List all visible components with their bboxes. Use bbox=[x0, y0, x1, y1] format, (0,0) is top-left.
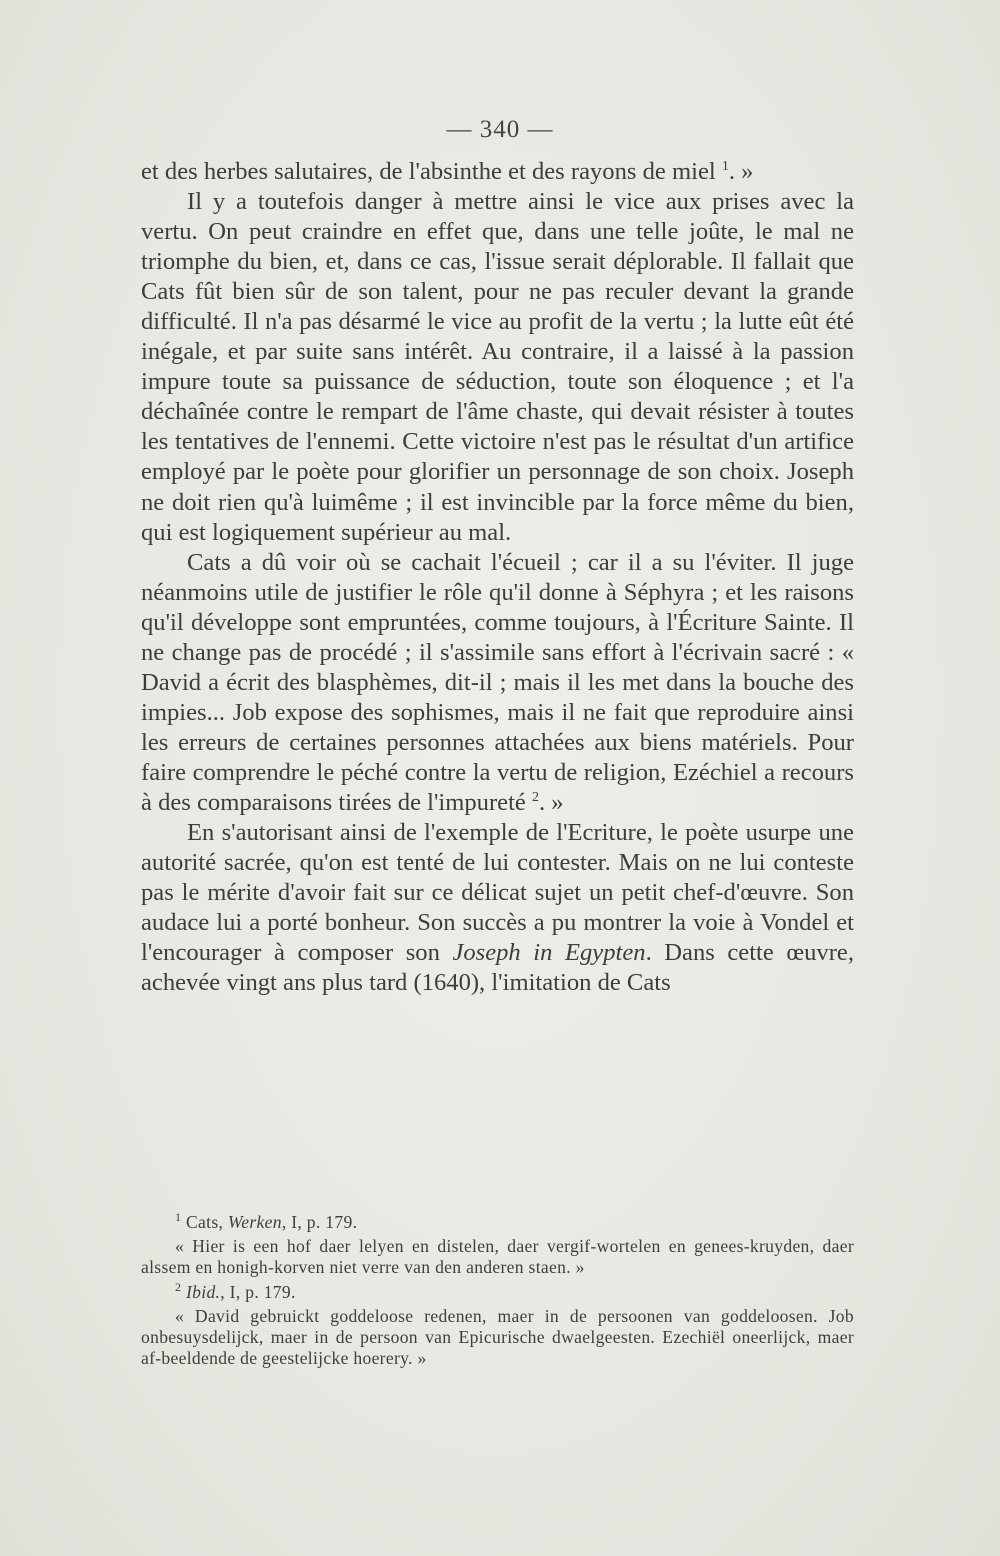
footnote-2-number: 2 bbox=[175, 1279, 182, 1294]
footnote-2-quote: « David gebruickt goddeloose redenen, maer in de persoonen van goddeloosen. Job onbesuysdelijck, maer in de persoon van Epicurische dwaelgeesten. Ezechiël oneerlijck, maer af-beeldende de geestelijcke hoerery. » bbox=[141, 1305, 854, 1369]
footnote-2-ibid: Ibid. bbox=[186, 1281, 221, 1302]
main-text bbox=[141, 157, 854, 998]
footnote-1-ref: , I, p. 179. bbox=[281, 1212, 358, 1232]
paragraph-3 bbox=[141, 548, 854, 818]
paragraph-1-text: et des herbes salutaires, de l'absinthe et des rayons de miel bbox=[141, 158, 716, 185]
paragraph-4 bbox=[141, 818, 854, 998]
footnote-1-author: Cats, bbox=[186, 1212, 224, 1232]
work-title: Joseph in Egypten bbox=[452, 939, 646, 967]
paragraph-3-text: Cats a dû voir où se cachait l'écueil ; car il a su l'éviter. Il juge néanmoins utile de justifier le rôle qu'il donne à Séphyra ; et les raisons qu'il développe sont empruntées, comme toujours, à l'Écriture Sainte. Il ne change pas de procédé ; il s'assimile sans effort à l'écrivain sacré : « David a écrit des blasphèmes, dit-il ; mais il les met dans la bouche des impies... Job expose des sophismes, mais il ne fait que reproduire ainsi les erreurs de certaines personnes attachées aux biens matériels. Pour faire comprendre le péché contre la vertu de religion, Ezéchiel a recours à des comparaisons tirées de l'impureté bbox=[141, 548, 854, 816]
footnote-2-ref: , I, p. 179. bbox=[220, 1281, 296, 1302]
footnote-ref-1: 1 bbox=[721, 158, 729, 174]
footnote-1 bbox=[141, 1212, 854, 1233]
paragraph-2: Il y a toutefois danger à mettre ainsi le vice aux prises avec la vertu. On peut craindre en effet que, dans une telle joûte, le mal ne triomphe du bien, et, dans ce cas, l'issue serait déplorable. Il fallait que Cats fût bien sûr de son talent, pour ne pas reculer devant la grande difficulté. Il n'a pas désarmé le vice au profit de la vertu ; la lutte eût été inégale, et par suite sans intérêt. Au contraire, il a laissé à la passion impure toute sa puissance de séduction, toute son éloquence ; et l'a déchaînée contre le rempart de l'âme chaste, qui devait résister à toutes les tentatives de l'ennemi. Cette victoire n'est pas le résultat d'un artifice employé par le poète pour glorifier un personnage de son choix. Joseph ne doit rien qu'à luimême ; il est invincible par la force même du bien, qui est logiquement supérieur au mal. bbox=[141, 188, 854, 546]
paragraph-1 bbox=[141, 157, 854, 187]
footnotes bbox=[141, 1212, 854, 1372]
paragraph-1-end: . » bbox=[728, 158, 754, 185]
footnote-2 bbox=[141, 1279, 854, 1303]
footnote-ref-2: 2 bbox=[531, 789, 539, 805]
footnote-1-quote: « Hier is een hof daer lelyen en distelen, daer vergif-wortelen en genees-kruyden, daer alssem en honigh-korven niet verre van den anderen staen. » bbox=[141, 1236, 854, 1278]
paragraph-4-text-before: En s'autorisant ainsi de l'exemple de l'Ecriture, le poète usurpe une autorité sacrée, qu'on est tenté de lui contester. Mais on ne lui conteste pas le mérite d'avoir fait sur ce délicat sujet un petit chef-d'œuvre. Son audace lui a porté bonheur. Son succès a pu montrer la voie à Vondel et l'encourager à composer son bbox=[141, 819, 854, 967]
footnote-1-number: 1 bbox=[175, 1210, 182, 1225]
footnote-1-work: Werken bbox=[227, 1212, 282, 1232]
paragraph-3-end: . » bbox=[538, 788, 564, 816]
paragraph-4-text-after: . Dans cette œuvre, achevée vingt ans plus tard (1640), l'imitation de Cats bbox=[141, 939, 854, 997]
page-number: — 340 — bbox=[446, 116, 554, 143]
